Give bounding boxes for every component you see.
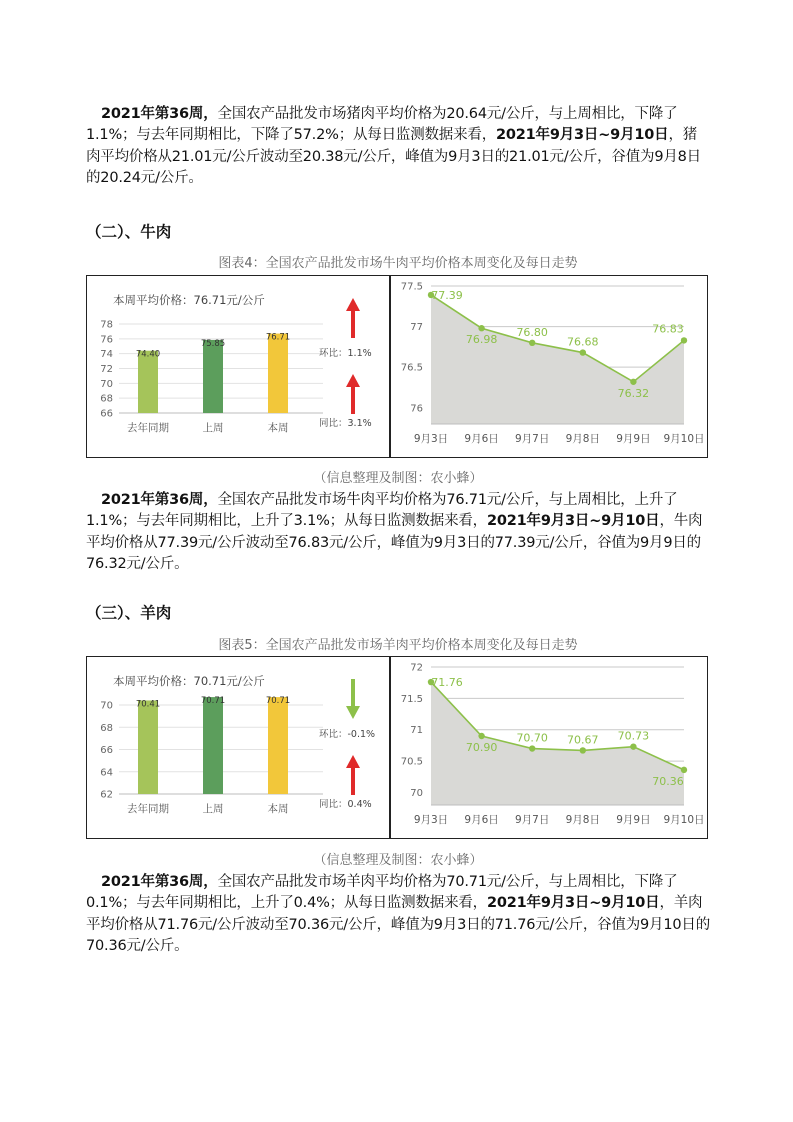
beef-data-point — [681, 337, 687, 343]
beef-area-fill — [431, 295, 684, 424]
beef-line-xtick: 9月6日 — [464, 433, 499, 445]
mutton-text-2: ，羊肉平均价格从71.76元/公斤波动至70.36元/公斤，峰值为9月3日的71.76元/公斤，谷值为9月10日的70.36元/公斤。 — [86, 895, 711, 954]
beef-data-label: 77.39 — [431, 288, 463, 302]
mutton-bar-ytick: 66 — [100, 745, 113, 756]
mutton-data-point — [580, 747, 586, 753]
beef-bar-0 — [135, 349, 161, 413]
mutton-line-ytick: 72 — [410, 662, 423, 674]
mutton-line-xtick: 9月3日 — [413, 814, 449, 826]
mutton-line-xtick: 9月7日 — [515, 814, 550, 826]
beef-bar-ytick: 78 — [100, 319, 113, 331]
mutton-line-ytick: 70 — [410, 787, 423, 799]
mutton-data-label: 70.70 — [516, 731, 548, 745]
beef-text-1: 全国农产品批发市场牛肉平均价格为76.71元/公斤，与上周相比，上升了1.1%；与去年同期相比，上升了3.1%；从每日监测数据来看， — [86, 492, 678, 530]
beef-line-ytick: 76 — [410, 403, 423, 415]
beef-heading: （二）、牛肉 — [86, 223, 172, 241]
mutton-bar-title: 本周平均价格：70.71元/公斤 — [113, 674, 265, 688]
pork-text-2: ，猪肉平均价格从21.01元/公斤波动至20.38元/公斤，峰值为9月3日的21.01元/公斤，谷值为9月8日的20.24元/公斤。 — [86, 127, 701, 186]
beef-bar-ytick: 72 — [100, 364, 113, 375]
beef-indicator-label: 环比：1.1% — [319, 348, 372, 359]
beef-line-xtick: 9月9日 — [616, 433, 651, 445]
mutton-line-ytick: 71 — [410, 725, 423, 737]
mutton-bar-value-label: 70.71 — [265, 696, 291, 707]
mutton-line-ytick: 71.5 — [400, 693, 423, 705]
mutton-line-xtick: 9月6日 — [464, 814, 499, 826]
mutton-data-point — [630, 743, 636, 749]
mutton-bar-value-label: 70.71 — [200, 696, 226, 707]
mutton-data-point — [478, 733, 484, 739]
mutton-chart-source: （信息整理及制图：农小蜂） — [313, 853, 483, 868]
beef-bar-value-label: 76.71 — [265, 332, 291, 343]
beef-bar-ytick: 66 — [100, 408, 113, 420]
mutton-bar-ytick: 64 — [100, 767, 113, 779]
mutton-chart-svg — [87, 657, 707, 838]
mutton-text-1: 全国农产品批发市场羊肉平均价格为70.71元/公斤，与上周相比，下降了0.1%；与去年同期相比，上升了0.4%；从每日监测数据来看， — [86, 874, 678, 912]
beef-arrow-up-icon — [346, 374, 360, 414]
beef-arrow-up-icon — [346, 298, 360, 338]
beef-bar-ytick: 70 — [100, 378, 113, 390]
beef-data-label: 76.68 — [567, 335, 599, 349]
beef-line-ytick: 76.5 — [400, 362, 423, 374]
beef-line-ytick: 77 — [410, 322, 423, 334]
beef-line-xtick: 9月3日 — [413, 433, 449, 445]
beef-bar-category-label: 上周 — [202, 422, 224, 434]
mutton-chart-figure — [86, 656, 708, 839]
mutton-bar-ytick: 62 — [100, 789, 113, 801]
mutton-line-xtick: 9月8日 — [565, 814, 600, 826]
beef-data-label: 76.83 — [652, 322, 684, 336]
beef-data-label: 76.32 — [617, 386, 650, 400]
beef-bar-category-label: 去年同期 — [127, 422, 169, 434]
beef-line-xtick: 9月8日 — [565, 433, 600, 445]
mutton-bar-value-label: 70.41 — [135, 699, 161, 710]
pork-bold-dates: 2021年9月3日~9月10日 — [496, 127, 669, 144]
mutton-bar-ytick: 68 — [100, 722, 113, 734]
beef-line-xtick: 9月10日 — [663, 433, 705, 445]
mutton-line-ytick: 70.5 — [400, 756, 423, 768]
beef-data-point — [630, 379, 636, 385]
beef-bar-ytick: 76 — [100, 334, 113, 346]
mutton-heading: （三）、羊肉 — [86, 604, 172, 622]
pork-paragraph — [86, 104, 711, 189]
mutton-bar-2 — [265, 696, 291, 794]
beef-indicator-label: 同比：3.1% — [319, 418, 372, 429]
mutton-indicator-label: 同比：0.4% — [319, 799, 372, 810]
beef-bar-ytick: 68 — [100, 393, 113, 405]
pork-text-1: 全国农产品批发市场猪肉平均价格为20.64元/公斤，与上周相比，下降了1.1%；与去年同期相比，下降了57.2%；从每日监测数据来看， — [86, 106, 678, 144]
beef-bar-ytick: 74 — [100, 349, 113, 361]
mutton-chart-caption: 图表5：全国农产品批发市场羊肉平均价格本周变化及每日走势 — [218, 638, 578, 653]
beef-bar-2 — [265, 332, 291, 413]
mutton-indicator-label: 环比：-0.1% — [319, 729, 376, 740]
mutton-line-xtick: 9月10日 — [663, 814, 705, 826]
beef-bar-title: 本周平均价格：76.71元/公斤 — [113, 293, 265, 307]
mutton-bar-category-label: 去年同期 — [127, 803, 169, 815]
mutton-data-label: 70.67 — [567, 733, 599, 747]
beef-paragraph — [86, 490, 711, 575]
beef-text-2: ，牛肉平均价格从77.39元/公斤波动至76.83元/公斤，峰值为9月3日的77.39元/公斤，谷值为9月9日的76.32元/公斤。 — [86, 513, 703, 572]
beef-line-xtick: 9月7日 — [515, 433, 550, 445]
mutton-data-label: 70.73 — [617, 729, 650, 743]
beef-bar-value-label: 74.40 — [135, 349, 161, 360]
beef-line-ytick: 77.5 — [400, 281, 423, 293]
beef-chart-figure — [86, 275, 708, 458]
mutton-bold-week: 2021年第36周， — [101, 874, 218, 890]
mutton-line-xtick: 9月9日 — [616, 814, 651, 826]
beef-bar-category-label: 本周 — [267, 422, 289, 434]
beef-bold-dates: 2021年9月3日~9月10日 — [486, 513, 660, 530]
beef-chart-caption: 图表4：全国农产品批发市场牛肉平均价格本周变化及每日走势 — [218, 256, 578, 271]
beef-chart-source: （信息整理及制图：农小蜂） — [313, 471, 483, 486]
mutton-arrow-down-icon — [346, 679, 360, 719]
mutton-data-point — [529, 745, 535, 751]
pork-bold-week: 2021年第36周， — [101, 106, 218, 122]
beef-data-label: 76.80 — [516, 325, 548, 339]
beef-bar-1 — [200, 338, 226, 413]
beef-data-point — [529, 340, 535, 346]
beef-bold-week: 2021年第36周， — [101, 492, 218, 508]
mutton-paragraph — [86, 872, 711, 957]
mutton-bar-ytick: 70 — [100, 700, 113, 712]
mutton-data-label: 71.76 — [431, 676, 463, 690]
mutton-bar-1 — [200, 696, 226, 794]
mutton-bold-dates: 2021年9月3日~9月10日 — [486, 895, 660, 912]
mutton-bar-category-label: 本周 — [267, 803, 289, 815]
mutton-bar-category-label: 上周 — [202, 803, 224, 815]
mutton-bar-0 — [135, 699, 161, 794]
mutton-data-point — [681, 767, 687, 773]
beef-bar-value-label: 75.85 — [200, 338, 226, 349]
mutton-arrow-up-icon — [346, 755, 360, 795]
beef-data-point — [478, 325, 484, 331]
beef-data-label: 76.98 — [465, 333, 498, 347]
beef-data-point — [580, 349, 586, 355]
mutton-data-label: 70.36 — [652, 774, 684, 788]
mutton-data-label: 70.90 — [465, 741, 498, 754]
beef-chart-svg — [87, 276, 707, 457]
